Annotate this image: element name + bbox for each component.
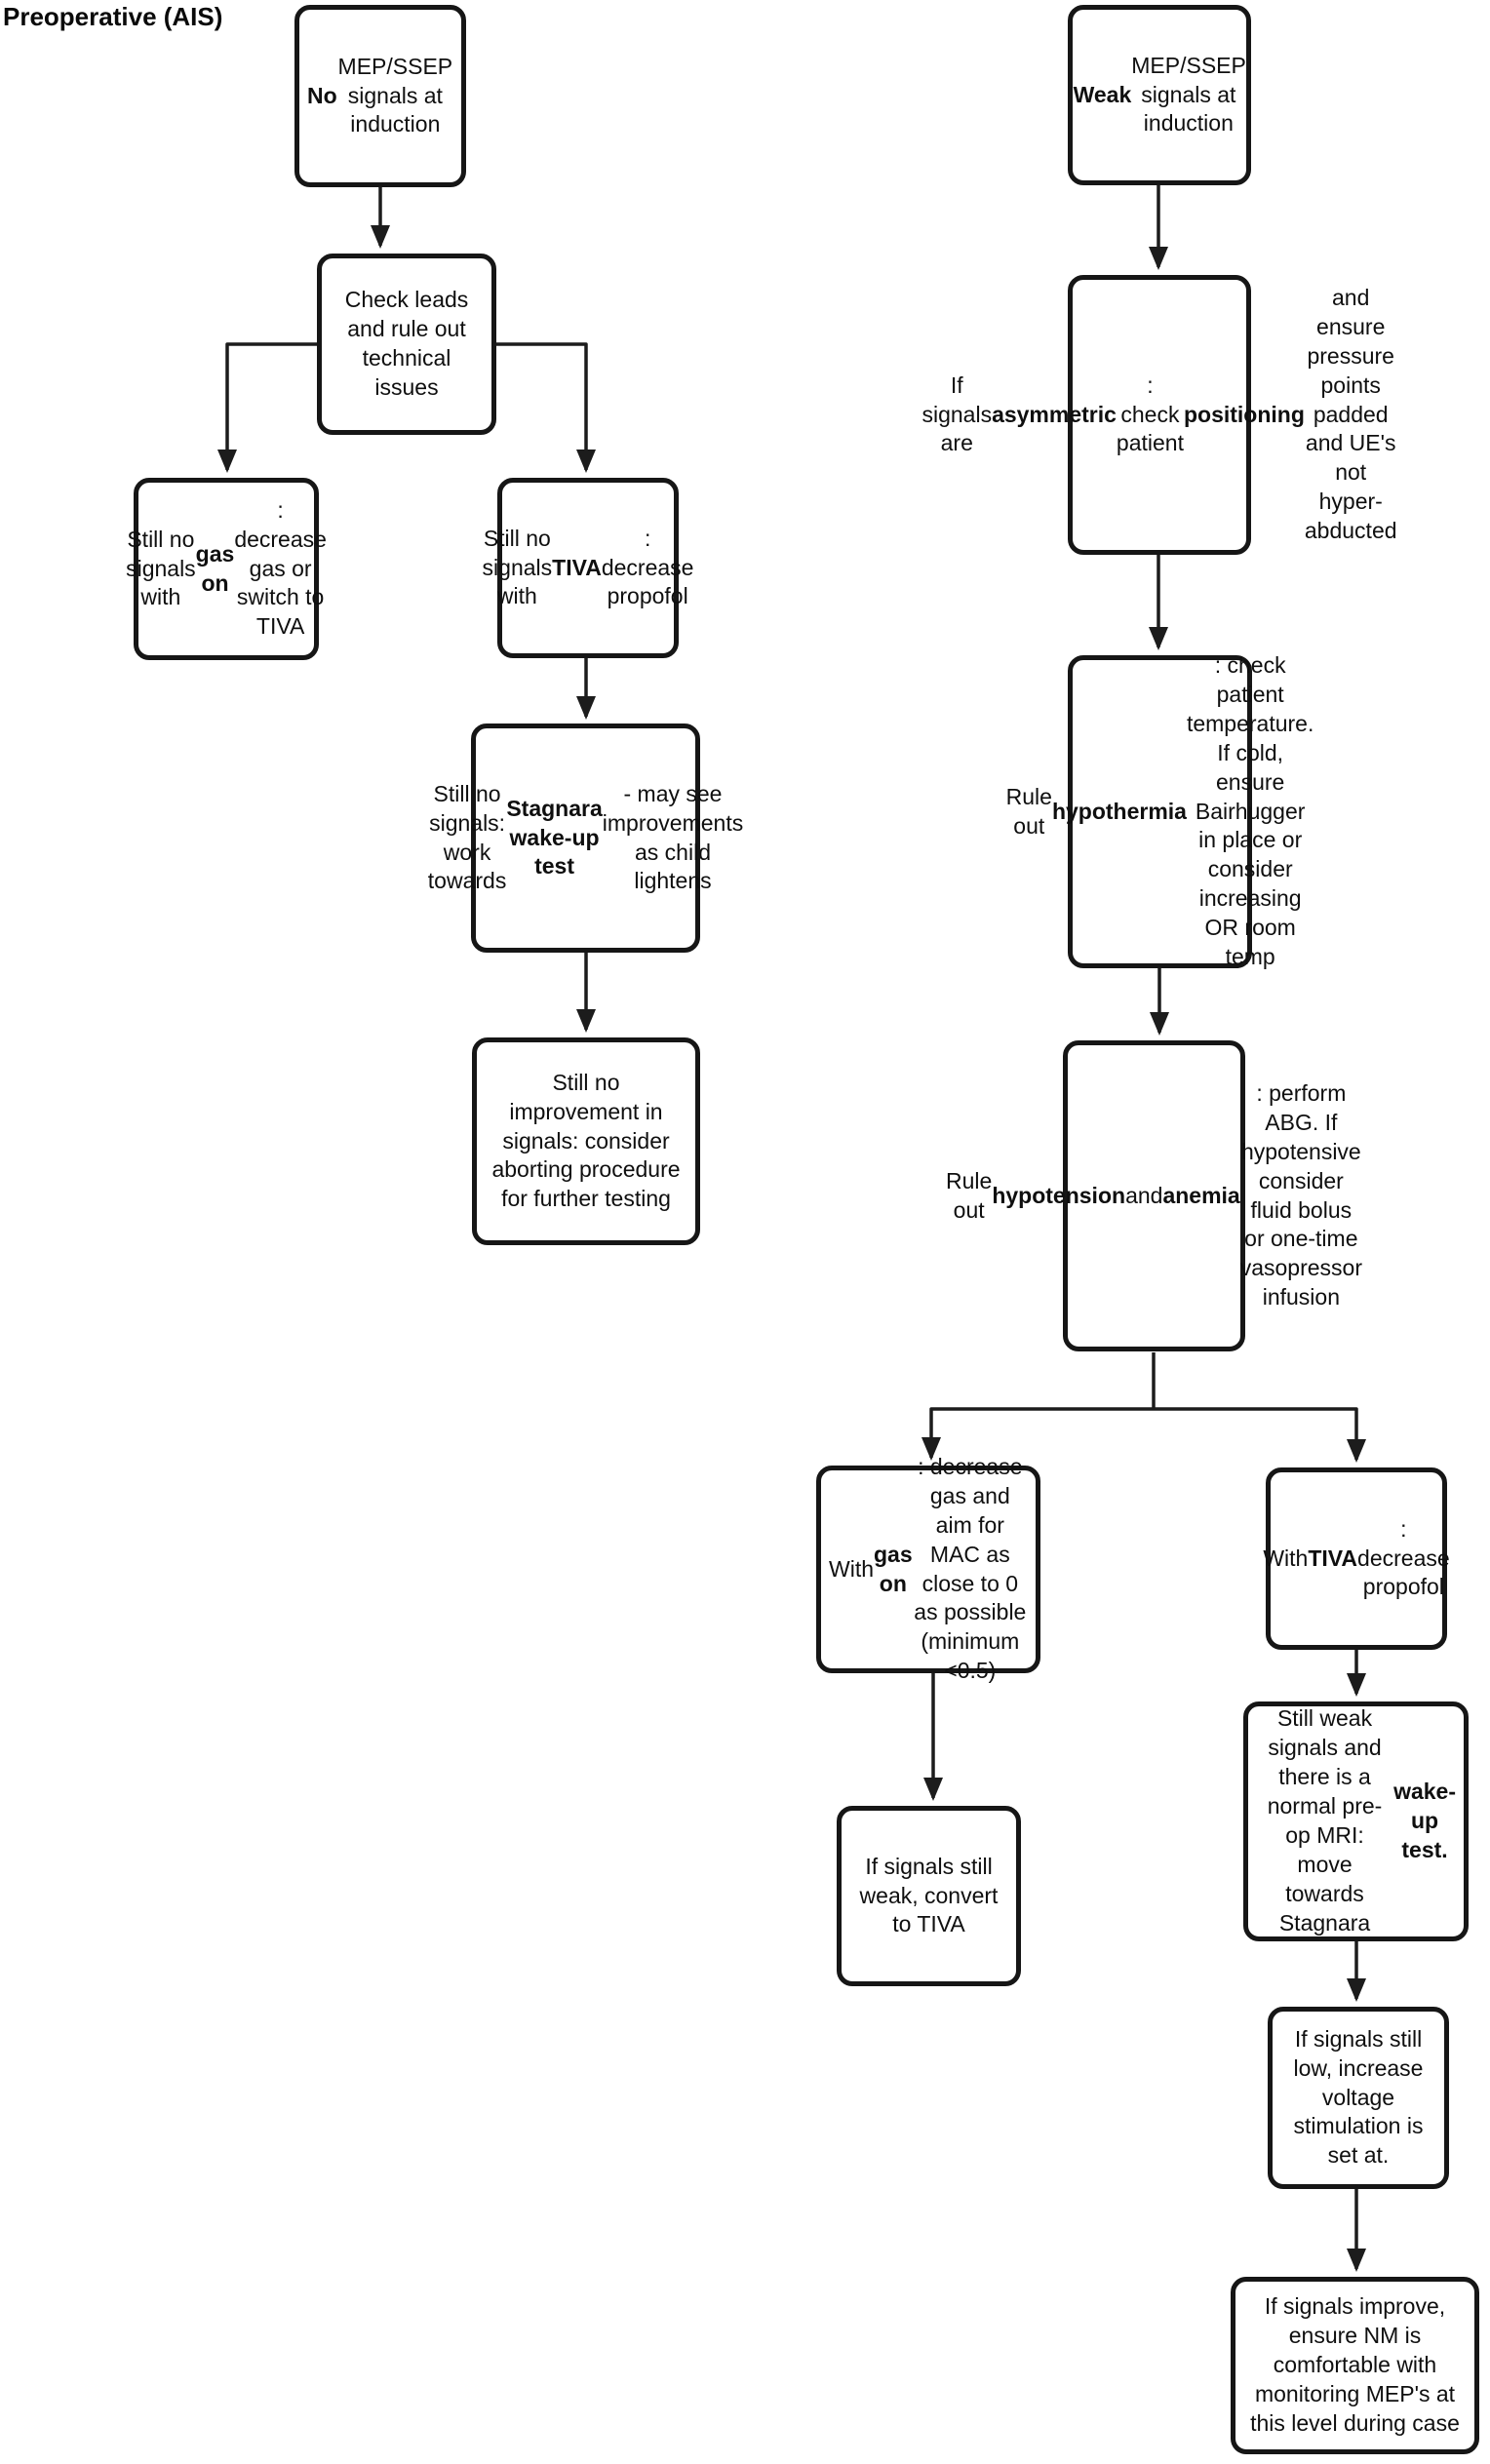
node-increase-voltage: If signals still low, increase voltage stimulation is set at. [1268,2007,1449,2189]
node-asymmetric-positioning: If signals are asymmetric : check patient positioning and ensure pressure points padded and UE's not hyper-abducted [1068,275,1251,555]
node-rule-out-hypotension: Rule out hypotension and anemia : perform ABG. If hypotensive consider fluid bolus or one-time vasopressor infusion [1063,1040,1245,1351]
node-still-no-signals-tiva: Still no signals with TIVA : decrease propofol [497,478,679,658]
arrow-check-leads-to-tiva [495,344,586,470]
node-check-leads: Check leads and rule out technical issues [317,254,496,435]
node-stagnara-wakeup: Still no signals: work towards Stagnara wake-up test - may see improvements as child lightens [471,724,700,953]
node-with-tiva: With TIVA : decrease propofol [1266,1467,1447,1650]
node-still-weak-mri: Still weak signals and there is a normal pre-op MRI: move towards Stagnara wake-up test. [1243,1701,1469,1941]
node-weak-mep-ssep: Weak MEP/SSEP signals at induction [1068,5,1251,185]
node-signals-improve: If signals improve, ensure NM is comfortable with monitoring MEP's at this level during case [1231,2277,1479,2454]
node-convert-to-tiva: If signals still weak, convert to TIVA [837,1806,1021,1986]
node-rule-out-hypothermia: Rule out hypothermia : check patient temperature. If cold, ensure Bairhugger in place or consider increasing OR room temp [1005,652,1314,970]
arrow-split-to-with-tiva [1154,1409,1356,1460]
node-still-no-signals-gas: Still no signals with gas on : decrease gas or switch to TIVA [134,478,319,660]
node-abort-procedure: Still no improvement in signals: consider aborting procedure for further testing [472,1037,700,1245]
page-title: Preoperative (AIS) [3,2,223,31]
node-no-mep-ssep: No MEP/SSEP signals at induction [294,5,466,187]
arrow-split-to-with-gas [931,1409,1154,1458]
arrow-check-leads-to-gas [227,344,319,470]
node-with-gas-on: With gas on : decrease gas and aim for MAC as close to 0 as possible (minimum <0.5) [816,1466,1040,1673]
